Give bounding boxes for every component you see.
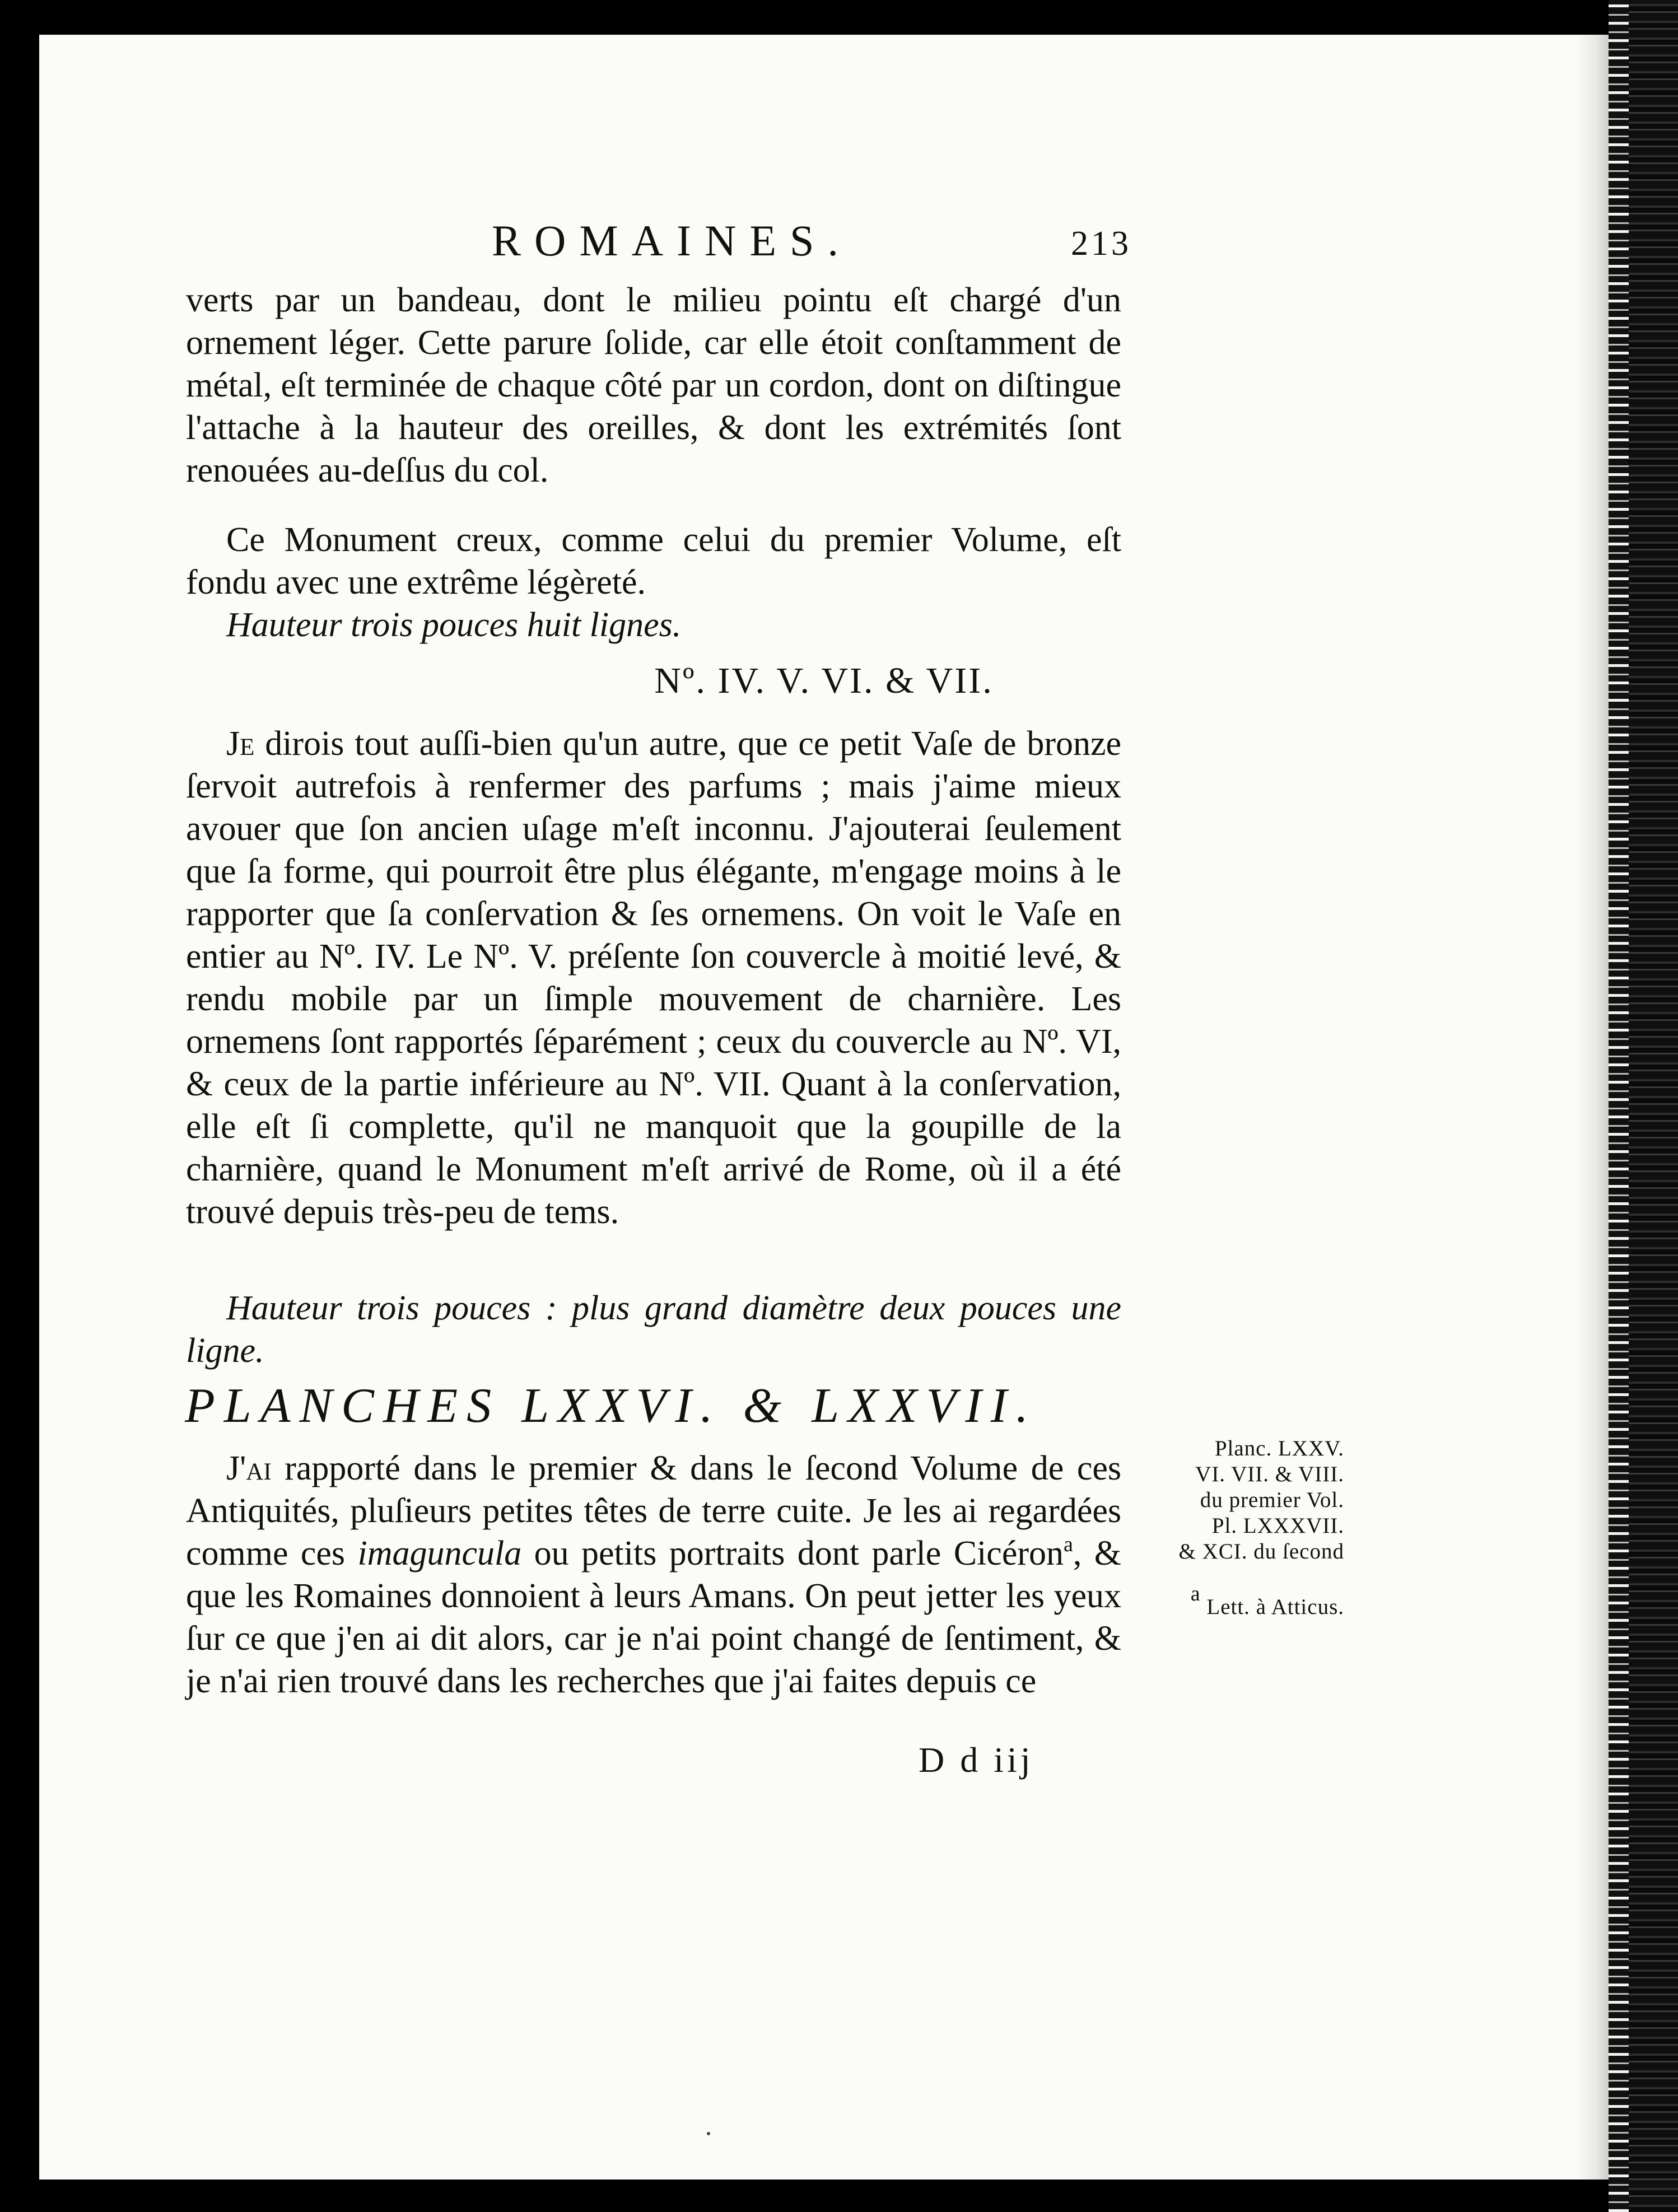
- paragraph-4-text-b: ou petits portraits dont parle Cicéron: [534, 1534, 1064, 1572]
- footnote-reference: a: [1064, 1533, 1073, 1556]
- paragraph-3-lead: Je: [226, 725, 255, 763]
- paragraph-4-text-a: rapporté dans le premier & dans le ſecond Volume de ces Antiquités, pluſieurs petites têtes de terre cuite. Je les ai regardées comme ces: [186, 1449, 1122, 1572]
- book-page: [39, 35, 1609, 2180]
- margin-footnote-text: Lett. à Atticus.: [1206, 1595, 1344, 1619]
- paragraph-2: Ce Monument creux, comme celui du premier Volume, eſt fondu avec une extrême légèreté.: [186, 521, 1121, 601]
- paragraph-3-text: dirois tout auſſi-bien qu'un autre, que ce petit Vaſe de bronze ſervoit autrefois à renfermer des parfums ; mais j'aime mieux avouer que ſon ancien uſage m'eſt inconnu. J'ajouterai ſeulement que ſa forme, qui pourroit être plus élégante, m'engage moins à le rapporter que ſa conſervation & ſes ornemens. On voit le Vaſe en entier au Nº. IV. Le Nº. V. préſente ſon couvercle à moitié levé, & rendu mobile par un ſimple mouvement de charnière. Les ornemens ſont rapportés ſéparément ; ceux du couvercle au Nº. VI, & ceux de la partie inférieure au Nº. VII. Quant à la conſervation, elle eſt ſi complette, qu'il ne manquoit que la goupille de la charnière, quand le Monument m'eſt arrivé de Rome, où il a été trouvé depuis très-peu de tems.: [186, 725, 1121, 1231]
- paragraph-4: [186, 1447, 1121, 1702]
- running-header-title: ROMAINES.: [492, 216, 852, 265]
- paragraph-3: [186, 722, 1121, 1233]
- margin-ref-line: VI. VII. & VIII.: [1195, 1462, 1344, 1486]
- margin-ref-line: Planc. LXXV.: [1214, 1436, 1344, 1460]
- margin-ref-line: Pl. LXXXVII.: [1211, 1514, 1344, 1538]
- section-heading-numbers: Nº. IV. V. VI. & VII.: [654, 660, 994, 701]
- paragraph-4-italic-term: imaguncula: [357, 1534, 522, 1572]
- plate-heading: PLANCHES LXXVI. & LXXVII.: [185, 1379, 1037, 1433]
- margin-ref-line: du premier Vol.: [1200, 1488, 1344, 1512]
- measurement-note-2: Hauteur trois pouces : plus grand diamètre deux pouces une ligne.: [186, 1289, 1121, 1370]
- measurement-note-1: Hauteur trois pouces huit lignes.: [226, 606, 682, 644]
- scan-speck: [707, 2132, 710, 2135]
- paragraph-1: verts par un bandeau, dont le milieu pointu eſt chargé d'un ornement léger. Cette parure ſolide, car elle étoit conſtamment de métal, eſt terminée de chaque côté par un cordon, dont on diſtingue l'attache à la hauteur des oreilles, & dont les extrémités ſont renouées au-deſſus du col.: [186, 281, 1121, 489]
- page-number: 213: [1071, 225, 1131, 263]
- paragraph-4-text-c: , & que les Romaines donnoient à leurs Amans. On peut jetter les yeux ſur ce que j'en ai dit alors, car je n'ai point changé de ſentiment, & je n'ai rien trouvé dans les recherches que j'ai faites depuis ce: [186, 1534, 1122, 1700]
- signature-mark: D d iij: [919, 1740, 1034, 1780]
- scanner-edge-band: [1609, 0, 1678, 2212]
- margin-footnote-mark: a: [1190, 1582, 1201, 1606]
- paragraph-4-lead: J'ai: [226, 1449, 272, 1487]
- page-edge-shadow: [1577, 35, 1609, 2180]
- margin-ref-line: & XCI. du ſecond: [1178, 1539, 1344, 1564]
- margin-reference-note: [1123, 1436, 1344, 1565]
- margin-footnote: [1123, 1582, 1344, 1620]
